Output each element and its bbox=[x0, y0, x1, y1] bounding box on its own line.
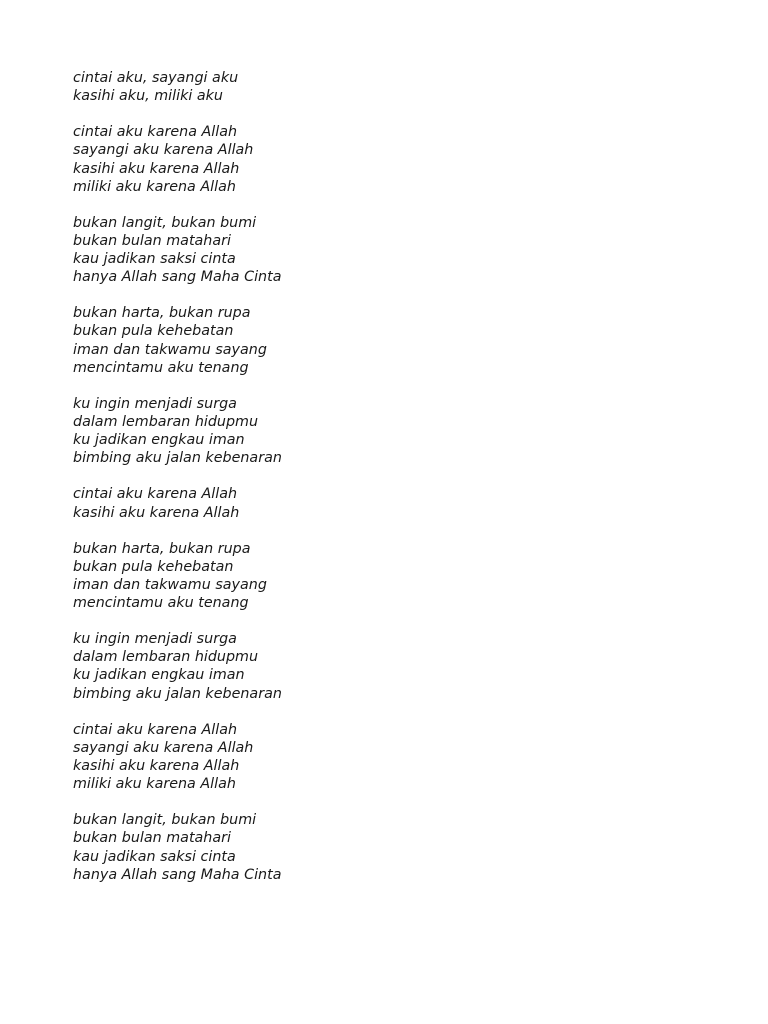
lyric-line: bimbing aku jalan kebenaran bbox=[73, 450, 282, 467]
lyric-line: bukan pula kehebatan bbox=[73, 558, 234, 575]
stanza bbox=[73, 69, 673, 105]
stanza bbox=[73, 304, 673, 377]
lyric-line: dalam lembaran hidupmu bbox=[73, 414, 259, 430]
stanza bbox=[73, 395, 673, 468]
stanza bbox=[73, 214, 673, 287]
lyric-line: cintai aku karena Allah bbox=[73, 486, 238, 503]
lyric-line: bukan pula kehebatan bbox=[73, 323, 234, 340]
lyric-line: bukan bulan matahari bbox=[73, 830, 231, 847]
lyric-line: cintai aku, sayangi aku bbox=[73, 70, 239, 86]
lyric-line: ku jadikan engkau iman bbox=[73, 667, 245, 684]
lyric-line: bimbing aku jalan kebenaran bbox=[73, 685, 282, 702]
stanza bbox=[73, 485, 673, 521]
lyric-line: cintai aku karena Allah bbox=[73, 124, 238, 141]
lyric-line: bukan bulan matahari bbox=[73, 232, 231, 249]
lyric-line: kasihi aku, miliki aku bbox=[73, 88, 223, 105]
lyric-line: hanya Allah sang Maha Cinta bbox=[73, 269, 282, 286]
stanza bbox=[73, 630, 673, 703]
lyric-line: kasihi aku karena Allah bbox=[73, 504, 240, 521]
lyric-line: sayangi aku karena Allah bbox=[73, 142, 254, 159]
lyric-line: iman dan takwamu sayang bbox=[73, 341, 267, 358]
stanza bbox=[73, 811, 673, 884]
lyric-line: kasihi aku karena Allah bbox=[73, 160, 240, 177]
lyric-line: mencintamu aku tenang bbox=[73, 359, 249, 376]
lyric-line: dalam lembaran hidupmu bbox=[73, 649, 259, 666]
lyric-line: bukan langit, bukan bumi bbox=[73, 812, 257, 829]
lyric-line: mencintamu aku tenang bbox=[73, 595, 249, 612]
lyric-line: bukan harta, bukan rupa bbox=[73, 305, 251, 322]
lyric-line: iman dan takwamu sayang bbox=[73, 576, 267, 593]
lyric-line: kau jadikan saksi cinta bbox=[73, 848, 236, 865]
lyric-line: hanya Allah sang Maha Cinta bbox=[73, 866, 282, 883]
stanza bbox=[73, 123, 673, 196]
lyrics-body bbox=[73, 69, 673, 902]
lyric-line: ku ingin menjadi surga bbox=[73, 631, 237, 648]
lyric-line: sayangi aku karena Allah bbox=[73, 739, 254, 756]
lyric-line: miliki aku karena Allah bbox=[73, 178, 236, 195]
lyric-line: ku jadikan engkau iman bbox=[73, 432, 245, 449]
lyric-line: cintai aku karena Allah bbox=[73, 721, 238, 738]
lyric-line: kau jadikan saksi cinta bbox=[73, 251, 236, 268]
lyric-line: bukan langit, bukan bumi bbox=[73, 214, 257, 231]
lyric-line: kasihi aku karena Allah bbox=[73, 758, 240, 774]
lyric-line: ku ingin menjadi surga bbox=[73, 395, 237, 412]
stanza bbox=[73, 721, 673, 794]
lyric-line: bukan harta, bukan rupa bbox=[73, 540, 251, 557]
stanza bbox=[73, 540, 673, 613]
lyric-line: miliki aku karena Allah bbox=[73, 776, 236, 793]
